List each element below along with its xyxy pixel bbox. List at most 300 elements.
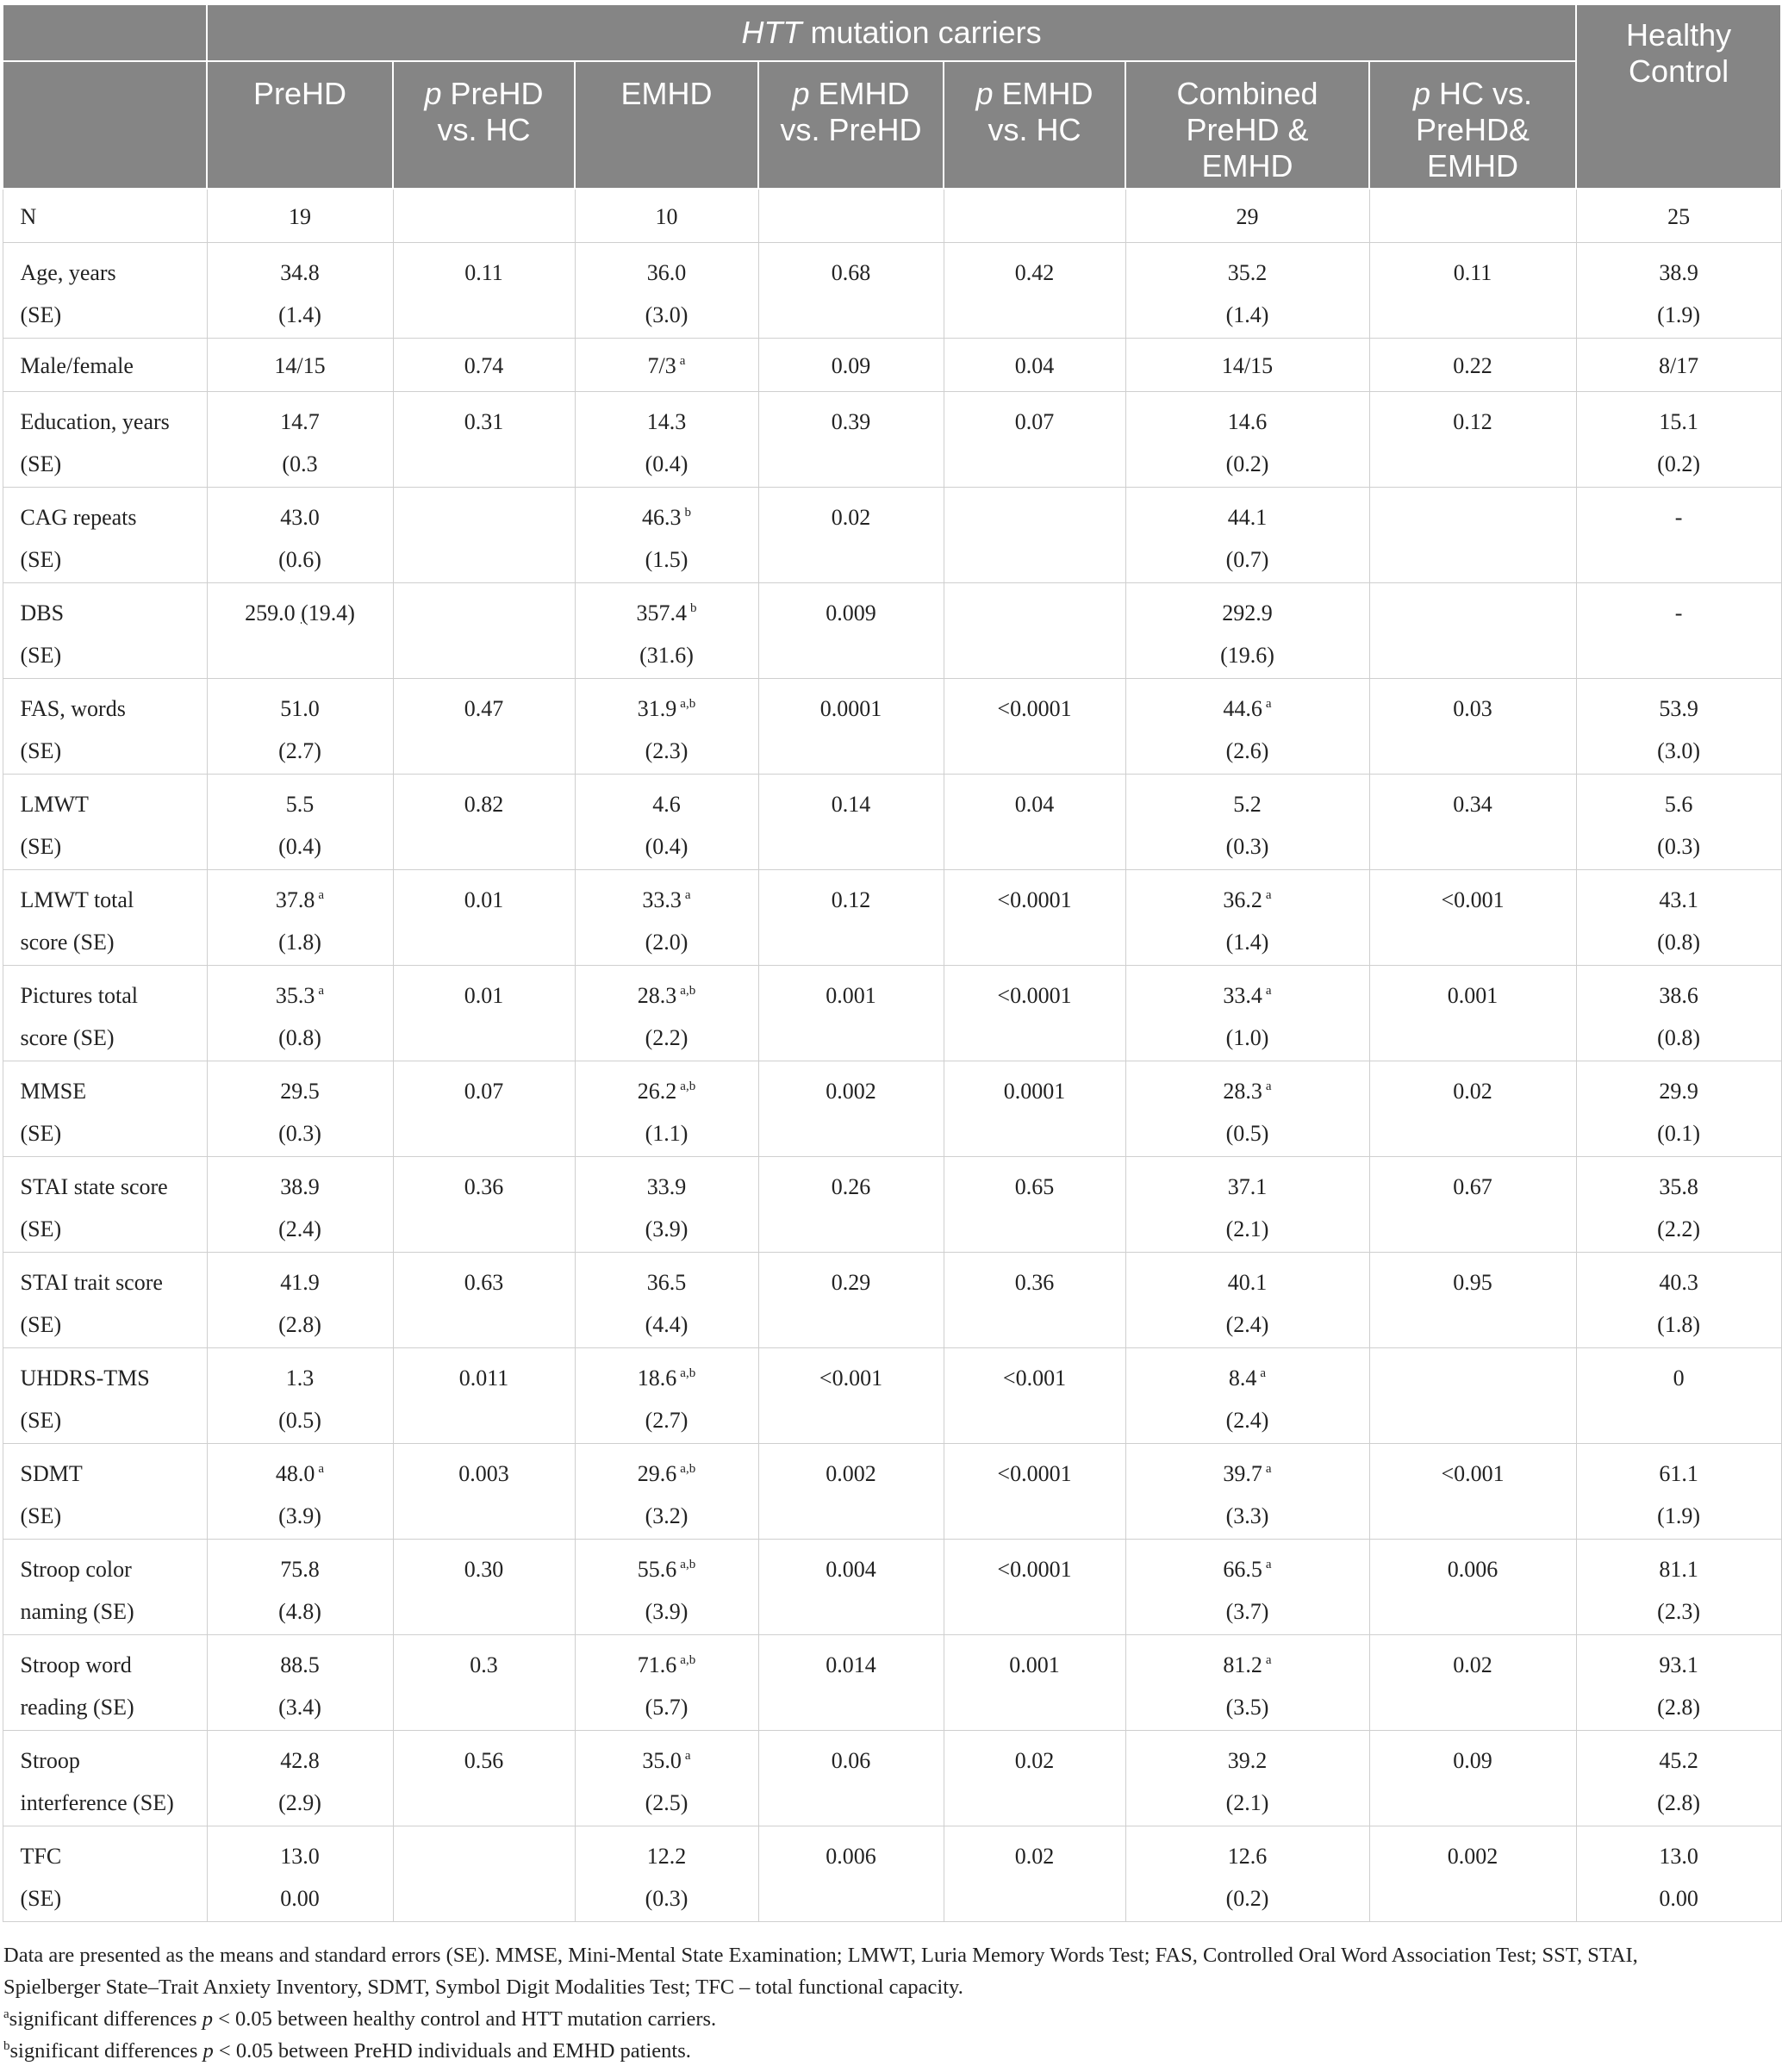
cell-line: 0.30: [464, 1556, 504, 1582]
table-cell: [575, 1730, 758, 1826]
table-cell: [758, 1730, 944, 1826]
column-header-text: EMHD: [809, 76, 910, 111]
significance-marker: a,b: [680, 1652, 696, 1667]
cell-line: <0.001: [1441, 887, 1505, 912]
row-label-line: (SE): [20, 1885, 62, 1911]
cell-line: 0.26: [831, 1173, 871, 1199]
table-cell: [207, 678, 393, 774]
row-label-line: Stroop word: [20, 1652, 132, 1677]
significance-marker: b: [690, 600, 697, 615]
row-label-line: naming (SE): [20, 1598, 134, 1624]
footnote-b-p: p: [202, 2039, 214, 2063]
cell-line: 0.0001: [819, 695, 882, 721]
cell-line: 0.001: [826, 982, 876, 1008]
table-cell: [1576, 242, 1781, 338]
table-row: [3, 1826, 1781, 1921]
cell-line: (19.6): [1220, 642, 1274, 668]
footnote-abbreviations-1: Data are presented as the means and standard errors (SE). MMSE, Mini-Mental State Examination; LMWT, Luria Memory Words Test; FAS, Controlled Oral Word Association Test; SST, STAI,: [3, 1944, 1638, 1967]
row-label-line: score (SE): [20, 1024, 115, 1050]
cell-line: 0.95: [1453, 1269, 1492, 1295]
significance-marker: a,b: [680, 1461, 696, 1476]
cell-line: (2.7): [278, 737, 321, 763]
table-cell: [393, 774, 575, 869]
row-label-line: UHDRS-TMS: [20, 1365, 150, 1391]
table-row: [3, 678, 1781, 774]
row-label: [3, 1156, 207, 1252]
table-cell: [1125, 242, 1369, 338]
table-cell: [944, 1826, 1125, 1921]
row-label-line: SDMT: [20, 1460, 83, 1486]
table-cell: [944, 1730, 1125, 1826]
cell-line: (1.0): [1225, 1024, 1269, 1050]
table-cell: [1125, 1826, 1369, 1921]
cell-line: 0.02: [1453, 1078, 1492, 1104]
row-label-line: (SE): [20, 642, 62, 668]
footnote-b-marker: b: [3, 2038, 10, 2053]
cell-line: 0.07: [1014, 408, 1055, 434]
column-header: [1125, 61, 1369, 189]
cell-line: 0.67: [1453, 1173, 1492, 1199]
cell-line: (0.5): [1225, 1120, 1269, 1146]
table-cell: [393, 1826, 575, 1921]
table-cell: [1369, 1730, 1576, 1826]
table-cell: [393, 1252, 575, 1347]
table-row: [3, 774, 1781, 869]
cell-line: (2.3): [1657, 1598, 1700, 1624]
cell-line: 8.4 $^a$: [1228, 1365, 1267, 1391]
column-header-p: p: [1413, 76, 1431, 111]
table-row: [3, 391, 1781, 487]
column-header-p: p: [792, 76, 810, 111]
cell-line: (0.8): [1657, 1024, 1700, 1050]
table-cell: [393, 678, 575, 774]
row-label-line: Stroop: [20, 1747, 80, 1773]
table-cell: [575, 391, 758, 487]
row-label-line: (SE): [20, 302, 62, 327]
table-cell: [758, 391, 944, 487]
table-cell: [1125, 582, 1369, 678]
row-label: [3, 1826, 207, 1921]
table-cell: [1125, 774, 1369, 869]
cell-line: 61.1: [1659, 1460, 1698, 1486]
table-cell: [393, 965, 575, 1061]
row-label-line: LMWT total: [20, 887, 134, 912]
cell-line: [1374, 496, 1573, 538]
row-label-line: DBS: [20, 600, 65, 625]
table-cell: [1369, 1061, 1576, 1156]
table-cell: [758, 1156, 944, 1252]
group-header-gene: HTT: [741, 15, 802, 50]
table-cell: [944, 189, 1125, 242]
table-row: [3, 1443, 1781, 1539]
cell-line: 42.8: [280, 1747, 320, 1773]
footnote-a: [3, 2003, 1779, 2035]
cell-line: 33.4 $^a$: [1223, 982, 1272, 1008]
table-cell: [944, 1443, 1125, 1539]
table-row: [3, 1252, 1781, 1347]
row-label-line: N: [20, 204, 37, 229]
table-cell: [758, 1826, 944, 1921]
cell-line: 0.12: [1453, 408, 1492, 434]
footnote-b-text-post: < 0.05 between PreHD individuals and EMHD patients.: [213, 2039, 691, 2063]
row-label: [3, 338, 207, 391]
row-label: [3, 1443, 207, 1539]
column-header-text: PreHD: [252, 76, 347, 111]
row-label-line: (SE): [20, 451, 62, 476]
table-cell: [1576, 869, 1781, 965]
table-cell: [1576, 1539, 1781, 1634]
row-label: [3, 869, 207, 965]
table-cell: [207, 1730, 393, 1826]
row-label-line: (SE): [20, 1407, 62, 1433]
cell-line: 28.3 $^a$: [1223, 1078, 1272, 1104]
cell-line: 0.42: [1014, 259, 1055, 285]
table-cell: [207, 1539, 393, 1634]
row-label-line: STAI state score: [20, 1173, 168, 1199]
significance-marker: a,b: [680, 983, 696, 998]
cell-line: <0.001: [819, 1365, 883, 1391]
cell-line: <0.0001: [997, 982, 1072, 1008]
cell-line: (3.9): [645, 1216, 688, 1241]
cell-line: 81.2 $^a$: [1223, 1652, 1272, 1677]
significance-marker: a,b: [680, 696, 696, 711]
cell-line: 4.6: [652, 791, 681, 817]
table-cell: [758, 869, 944, 965]
cell-line: 0.06: [831, 1747, 871, 1773]
table-cell: [1369, 774, 1576, 869]
table-cell: [575, 1156, 758, 1252]
cell-line: 0.006: [1447, 1556, 1498, 1582]
table-cell: [207, 242, 393, 338]
row-label-line: (SE): [20, 737, 62, 763]
cell-line: 36.2 $^a$: [1223, 887, 1272, 912]
significance-marker: a: [679, 353, 686, 368]
cell-line: (2.4): [1225, 1407, 1269, 1433]
cell-line: [948, 496, 1122, 538]
column-header-text: vs. HC: [988, 112, 1081, 147]
significance-marker: b: [684, 505, 691, 520]
table-cell: [1125, 1539, 1369, 1634]
cell-line: 259.0 (19.4): [245, 600, 355, 625]
column-header: [1369, 61, 1576, 189]
table-cell: [575, 1061, 758, 1156]
table-cell: [1576, 1443, 1781, 1539]
table-cell: [758, 678, 944, 774]
row-label-line: (SE): [20, 1216, 62, 1241]
cell-line: 0.02: [1014, 1843, 1055, 1869]
cell-line: (0.1): [1657, 1120, 1700, 1146]
table-cell: [1369, 678, 1576, 774]
cell-line: 0.04: [1014, 791, 1055, 817]
table-cell: [758, 582, 944, 678]
row-label: [3, 1252, 207, 1347]
cell-line: (0.3): [1225, 833, 1269, 859]
cell-line: <0.0001: [997, 1556, 1072, 1582]
row-label-line: LMWT: [20, 791, 89, 817]
column-header: [575, 61, 758, 189]
significance-marker: a: [684, 1748, 691, 1763]
cell-line: (0.3: [282, 451, 318, 476]
cell-line: 0.11: [464, 259, 503, 285]
significance-marker: a,b: [680, 1557, 696, 1571]
cell-line: 0.39: [831, 408, 871, 434]
cell-line: 41.9: [280, 1269, 320, 1295]
column-header-p: p: [424, 76, 442, 111]
significance-marker: a: [1260, 1366, 1267, 1380]
cell-line: (3.5): [1225, 1694, 1269, 1720]
cell-line: (3.2): [645, 1503, 688, 1528]
cell-line: 0.09: [1453, 1747, 1492, 1773]
cell-line: 0.14: [831, 791, 871, 817]
cell-line: [948, 592, 1122, 634]
cell-line: (2.8): [1657, 1789, 1700, 1815]
cell-line: [397, 196, 571, 238]
table-cell: [575, 242, 758, 338]
row-label-line: CAG repeats: [20, 504, 137, 530]
table-cell: [207, 1252, 393, 1347]
cell-line: 12.6: [1227, 1843, 1268, 1869]
cell-line: 46.3 $^b$: [642, 504, 691, 530]
row-label: [3, 678, 207, 774]
table-cell: [393, 1156, 575, 1252]
cell-line: 0.02: [831, 504, 871, 530]
table-cell: [207, 1061, 393, 1156]
table-cell: [207, 582, 393, 678]
cell-line: 28.3 $^{a,b}$: [637, 982, 696, 1008]
table-row: [3, 1634, 1781, 1730]
column-header-text: EMHD: [1201, 148, 1293, 184]
cell-line: (1.9): [1657, 1503, 1700, 1528]
table-cell: [393, 487, 575, 582]
table-cell: [575, 487, 758, 582]
significance-marker: a: [1265, 1652, 1272, 1667]
table-cell: [393, 1443, 575, 1539]
cell-line: (5.7): [645, 1694, 688, 1720]
table-cell: [944, 678, 1125, 774]
cell-line: 0.01: [464, 982, 504, 1008]
footnote-b: [3, 2035, 1779, 2067]
significance-marker: a: [684, 887, 691, 902]
cell-line: (1.1): [645, 1120, 688, 1146]
table-row: [3, 487, 1781, 582]
cell-line: (1.8): [1657, 1311, 1700, 1337]
cell-line: 0.65: [1014, 1173, 1055, 1199]
table-cell: [1369, 869, 1576, 965]
table-cell: [207, 1826, 393, 1921]
cell-line: 5.2: [1233, 791, 1262, 817]
table-cell: [758, 1443, 944, 1539]
cell-line: (0.7): [1225, 546, 1269, 572]
group-header-text: mutation carriers: [801, 15, 1042, 50]
cell-line: (0.2): [1225, 1885, 1269, 1911]
cell-line: (3.9): [645, 1598, 688, 1624]
cell-line: 13.0: [280, 1843, 320, 1869]
significance-marker: a,b: [680, 1079, 696, 1093]
cell-line: [397, 496, 571, 538]
table-cell: [575, 189, 758, 242]
table-cell: [944, 1156, 1125, 1252]
cell-line: 357.4 $^b$: [636, 600, 697, 625]
cell-line: 0.31: [464, 408, 504, 434]
table-cell: [1369, 1634, 1576, 1730]
table-cell: [944, 1539, 1125, 1634]
row-label: [3, 582, 207, 678]
table-cell: [1125, 1443, 1369, 1539]
table-cell: [944, 965, 1125, 1061]
cell-line: -: [1674, 504, 1683, 530]
table-row: [3, 1061, 1781, 1156]
cell-line: 43.0: [280, 504, 320, 530]
row-label-line: Age, years: [20, 259, 116, 285]
cell-line: 0.3: [470, 1652, 498, 1677]
table-cell: [1369, 487, 1576, 582]
table-cell: [1576, 338, 1781, 391]
column-header-text: vs. PreHD: [780, 112, 922, 147]
row-label: [3, 487, 207, 582]
significance-marker: a: [1265, 1079, 1272, 1093]
significance-marker: a: [318, 983, 325, 998]
table-cell: [393, 582, 575, 678]
table-cell: [207, 965, 393, 1061]
table-cell: [1369, 1252, 1576, 1347]
cell-line: 0.34: [1453, 791, 1492, 817]
table-cell: [1369, 582, 1576, 678]
table-cell: [1125, 1634, 1369, 1730]
table-cell: [1576, 1061, 1781, 1156]
cell-line: 29.6 $^{a,b}$: [637, 1460, 696, 1486]
table-cell: [1125, 965, 1369, 1061]
cell-line: 14/15: [1221, 352, 1274, 378]
cell-line: 0.004: [826, 1556, 876, 1582]
cell-line: [948, 196, 1122, 238]
table-cell: [1369, 965, 1576, 1061]
cell-line: (3.4): [278, 1694, 321, 1720]
cell-line: (2.3): [645, 737, 688, 763]
cell-line: 0.00: [280, 1885, 320, 1911]
table-row: [3, 189, 1781, 242]
cell-line: (2.1): [1225, 1789, 1269, 1815]
table-cell: [944, 391, 1125, 487]
cell-line: 0.006: [826, 1843, 876, 1869]
cell-line: (0.2): [1657, 451, 1700, 476]
cell-line: 0.36: [1014, 1269, 1055, 1295]
cell-line: 8/17: [1658, 352, 1699, 378]
footnote-a-text: significant differences: [9, 2007, 202, 2031]
table-cell: [1576, 774, 1781, 869]
table-row: [3, 1730, 1781, 1826]
table-cell: [1369, 1539, 1576, 1634]
footnote-a-text-post: < 0.05 between healthy control and HTT mutation carriers.: [212, 2007, 717, 2031]
table-cell: [1576, 678, 1781, 774]
table-cell: [1576, 1347, 1781, 1443]
cell-line: (31.6): [639, 642, 694, 668]
cell-line: 36.5: [646, 1269, 687, 1295]
column-header-text: Combined: [1176, 76, 1318, 111]
column-header-text: vs. HC: [437, 112, 531, 147]
cell-line: 51.0: [280, 695, 320, 721]
table-cell: [575, 1347, 758, 1443]
table-cell: [944, 338, 1125, 391]
header-hc-line2: Control: [1629, 53, 1729, 89]
cell-line: [1374, 592, 1573, 634]
table-cell: [393, 1539, 575, 1634]
header-healthy-control: [1576, 4, 1781, 189]
table-cell: [1369, 338, 1576, 391]
cell-line: 29.9: [1659, 1078, 1698, 1104]
cell-line: 0.29: [831, 1269, 871, 1295]
table-row: [3, 869, 1781, 965]
cell-line: 5.6: [1664, 791, 1693, 817]
cell-line: 0.74: [464, 352, 504, 378]
table-row: [3, 242, 1781, 338]
cell-line: 0.002: [826, 1460, 876, 1486]
cell-line: 34.8: [280, 259, 320, 285]
cell-line: 38.9: [1659, 259, 1698, 285]
table-cell: [1576, 1634, 1781, 1730]
cell-line: (0.3): [645, 1885, 688, 1911]
cell-line: <0.001: [1441, 1460, 1505, 1486]
row-label: [3, 774, 207, 869]
table-cell: [944, 774, 1125, 869]
cell-line: 0.001: [1447, 982, 1498, 1008]
row-label-line: (SE): [20, 1120, 62, 1146]
table-row: [3, 1156, 1781, 1252]
cell-line: (2.1): [1225, 1216, 1269, 1241]
table-cell: [1125, 487, 1369, 582]
significance-marker: a: [1265, 887, 1272, 902]
column-header-text: PreHD&: [1416, 112, 1530, 147]
significance-marker: a,b: [680, 1366, 696, 1380]
table-cell: [1369, 1347, 1576, 1443]
table-cell: [207, 869, 393, 965]
cell-line: 0.03: [1453, 695, 1492, 721]
table-cell: [1125, 338, 1369, 391]
table-cell: [393, 1347, 575, 1443]
cell-line: 0.009: [826, 600, 876, 625]
row-label-line: (SE): [20, 1311, 62, 1337]
cell-line: 75.8: [280, 1556, 320, 1582]
cell-line: 14.3: [646, 408, 687, 434]
table-cell: [575, 1252, 758, 1347]
row-label: [3, 189, 207, 242]
cell-line: 93.1: [1659, 1652, 1698, 1677]
column-header-p: p: [975, 76, 994, 111]
table-cell: [575, 1443, 758, 1539]
cell-line: 0.09: [831, 352, 871, 378]
table-cell: [207, 487, 393, 582]
cell-line: (2.8): [278, 1311, 321, 1337]
cell-line: 14.6: [1227, 408, 1268, 434]
table-footnotes: [3, 1939, 1779, 2067]
table-cell: [1125, 1061, 1369, 1156]
row-label: [3, 965, 207, 1061]
header-corner: [3, 4, 207, 61]
cell-line: 0.82: [464, 791, 504, 817]
table-cell: [1576, 391, 1781, 487]
table-row: [3, 338, 1781, 391]
row-label-line: score (SE): [20, 929, 115, 955]
row-label-line: Pictures total: [20, 982, 138, 1008]
cell-line: 88.5: [280, 1652, 320, 1677]
cell-line: 18.6 $^{a,b}$: [637, 1365, 696, 1391]
cell-line: 14.7: [280, 408, 320, 434]
cell-line: 0.011: [458, 1365, 509, 1391]
row-label: [3, 1730, 207, 1826]
cell-line: 1.3: [285, 1365, 315, 1391]
cell-line: 0.36: [464, 1173, 504, 1199]
row-label: [3, 1634, 207, 1730]
row-label-line: Stroop color: [20, 1556, 132, 1582]
